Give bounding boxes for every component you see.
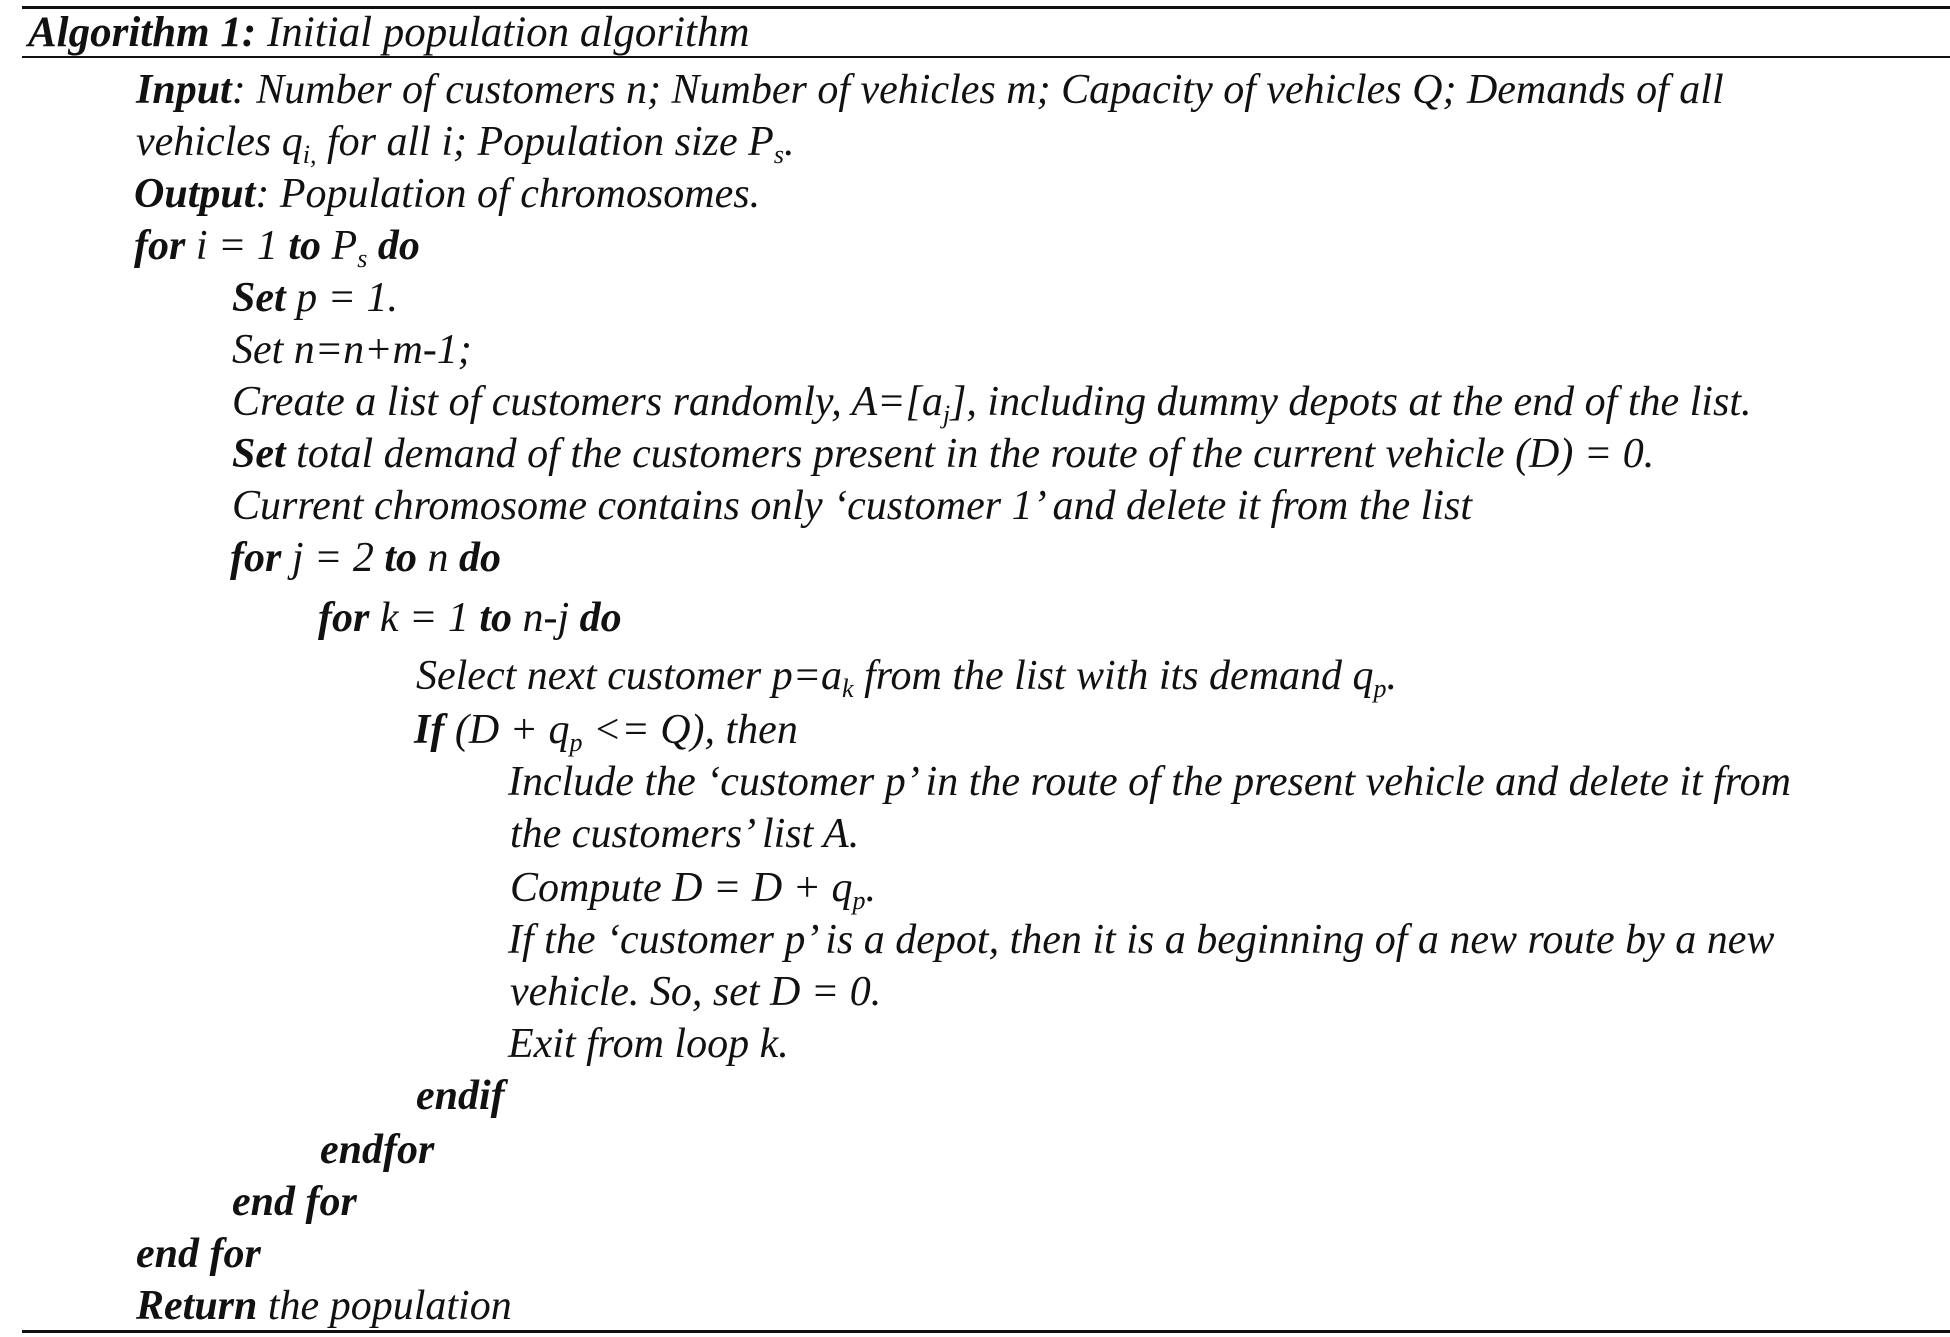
select-customer-line: Select next customer $p=a_k$ from the list with its demand $q_p$. — [416, 653, 1398, 703]
create-list-line: Create a list of customers randomly, $A=[a_j]$, including dummy depots at the end of the list. — [232, 379, 1752, 429]
for-k-line: for k = 1 to n-j do — [318, 595, 622, 641]
return-line: Return the population — [136, 1283, 512, 1329]
set-d-line: Set total demand of the customers present in the route of the current vehicle (D) = 0. — [232, 431, 1655, 477]
algorithm-name: Initial population algorithm — [266, 9, 750, 56]
algorithm-heading: Algorithm 1: — [28, 9, 257, 56]
for-j-line: for j = 2 to n do — [230, 535, 502, 581]
if-line: If $(D + q_p <= Q)$, then — [414, 707, 798, 757]
output-line: Output: Population of chromosomes. — [134, 171, 761, 217]
current-chromosome-line: Current chromosome contains only ‘customer 1’ and delete it from the list — [232, 483, 1473, 529]
set-p-line: Set p = 1. — [232, 275, 399, 321]
endif-line: endif — [416, 1073, 505, 1119]
exit-loop-line: Exit from loop k. — [508, 1021, 789, 1067]
endfor-k-line: endfor — [320, 1127, 435, 1173]
input-line-1: Input: Number of customers n; Number of vehicles m; Capacity of vehicles Q; Demands of all — [136, 67, 1724, 113]
for-i-line: for i = 1 to $P_s$ do — [134, 223, 420, 273]
depot-line-1: If the ‘customer p’ is a depot, then it is a beginning of a new route by a new — [508, 917, 1775, 963]
header-rule — [22, 56, 1950, 58]
algorithm-title — [28, 8, 750, 58]
endfor-i-line: end for — [136, 1231, 261, 1277]
output-keyword: Output — [134, 171, 256, 217]
compute-line: Compute $D = D + q_p$. — [510, 865, 877, 915]
input-line-2: vehicles $q_{i,}$ for all i; Population size $P_s$. — [136, 119, 795, 169]
bottom-rule — [22, 1330, 1950, 1333]
input-keyword: Input — [136, 67, 232, 113]
set-n-line: Set n=n+m-1; — [232, 327, 472, 373]
endfor-j-line: end for — [232, 1179, 357, 1225]
depot-line-2: vehicle. So, set D = 0. — [510, 969, 882, 1015]
include-line-2: the customers’ list A. — [510, 811, 860, 857]
include-line-1: Include the ‘customer p’ in the route of the present vehicle and delete it from — [508, 759, 1791, 805]
